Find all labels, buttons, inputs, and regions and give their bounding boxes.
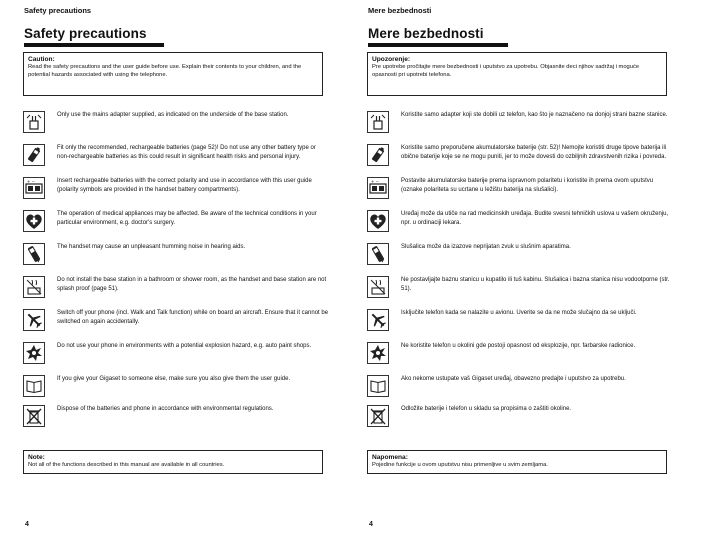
safety-item <box>23 342 329 374</box>
safety-item <box>23 309 329 341</box>
safety-item <box>23 375 329 407</box>
note-heading: Note: <box>28 454 45 461</box>
safety-item-text: Fit only the recommended, rechargeable batteries (page 52)! Do not use any other battery type or non-rechargeable batteries as this could result in significant health risks and personal injury. <box>57 145 316 160</box>
safety-item <box>367 342 673 374</box>
safety-item-text: Ne koristite telefon u okolini gde postoji opasnost od eksplozije, npr. farbarske radionice. <box>401 343 636 349</box>
battery-polarity-icon <box>367 177 389 199</box>
safety-item-text: If you give your Gigaset to someone else, make sure you also give them the user guide. <box>57 376 291 382</box>
power-adapter-icon <box>23 111 45 133</box>
splash-water-icon <box>367 276 389 298</box>
safety-item <box>23 405 329 437</box>
running-head: Safety precautions <box>24 6 92 15</box>
safety-item-text: Uređaj može da utiče na rad medicinskih uređaja. Budite svesni tehničkih uslova u vašem okruženju, npr. u ordinaciji lekara. <box>401 211 669 226</box>
page-number: 4 <box>25 521 29 528</box>
safety-item-text: Only use the mains adapter supplied, as indicated on the underside of the base station. <box>57 112 289 118</box>
caution-text: Pre upotrebe pročitajte mere bezbednosti i uputstvo za upotrebu. Objasnite deci njihov sadržaj i moguće opasnosti pri upotrebi telefona. <box>372 64 640 79</box>
page-number: 4 <box>369 521 373 528</box>
safety-item-text: Slušalica može da izazove neprijatan zvuk u slušnim aparatima. <box>401 244 571 250</box>
page-title: Mere bezbednosti <box>368 26 484 41</box>
hearing-aid-icon <box>367 243 389 265</box>
safety-item-text: Odložite baterije i telefon u skladu sa propisima o zaštiti okoline. <box>401 406 572 412</box>
safety-item <box>23 276 329 308</box>
safety-item-text: The operation of medical appliances may be affected. Be aware of the technical conditions in your particular environment, e.g. doctor's surgery. <box>57 211 317 226</box>
right-page <box>364 0 700 540</box>
safety-item-text: Isključite telefon kada se nalazite u avionu. Uverite se da ne može slučajno da se uključi. <box>401 310 637 316</box>
caution-text: Read the safety precautions and the user guide before use. Explain their contents to your children, and the potential hazards associated with using the telephone. <box>28 64 302 79</box>
user-guide-book-icon <box>367 375 389 397</box>
note-box <box>367 450 667 474</box>
note-heading: Napomena: <box>372 454 408 461</box>
note-text: Not all of the functions described in this manual are available in all countries. <box>28 462 225 469</box>
battery-polarity-icon <box>23 177 45 199</box>
hearing-aid-icon <box>23 243 45 265</box>
safety-item <box>367 405 673 437</box>
page-title: Safety precautions <box>24 26 147 41</box>
safety-item <box>367 210 673 242</box>
airplane-icon <box>23 309 45 331</box>
splash-water-icon <box>23 276 45 298</box>
safety-item <box>23 177 329 209</box>
safety-item <box>367 144 673 176</box>
battery-icon <box>367 144 389 166</box>
safety-item-text: Ne postavljajte baznu stanicu u kupatilo ili tuš kabinu. Slušalica i bazna stanica nisu vodootporne (str. 51). <box>401 277 670 292</box>
medical-cross-icon <box>367 210 389 232</box>
safety-item <box>367 276 673 308</box>
caution-box <box>23 52 323 96</box>
explosion-hazard-icon <box>367 342 389 364</box>
power-adapter-icon <box>367 111 389 133</box>
disposal-bin-icon <box>367 405 389 427</box>
left-page <box>20 0 356 540</box>
medical-cross-icon <box>23 210 45 232</box>
safety-item <box>367 375 673 407</box>
safety-item <box>23 210 329 242</box>
safety-item-text: Ako nekome ustupate vaš Gigaset uređaj, obavezno predajte i uputstvo za upotrebu. <box>401 376 626 382</box>
battery-icon <box>23 144 45 166</box>
explosion-hazard-icon <box>23 342 45 364</box>
safety-item <box>367 111 673 143</box>
svg-text:+ −: + − <box>27 179 35 184</box>
title-underline <box>24 43 164 47</box>
safety-item-text: Postavite akumulatorske baterije prema ispravnom polaritetu i koristite ih prema ovom uputstvu (oznake polariteta su ucrtane u ležištu baterija na slušalici). <box>401 178 654 193</box>
safety-item-text: Koristite samo adapter koji ste dobili uz telefon, kao što je naznačeno na donjoj strani bazne stanice. <box>401 112 668 118</box>
title-underline <box>368 43 508 47</box>
note-text: Pojedine funkcije u ovom uputstvu nisu primenljive u svim zemljama. <box>372 462 548 469</box>
caution-heading: Caution: <box>28 56 55 63</box>
safety-item-text: Switch off your phone (incl. Walk and Talk function) while on board an aircraft. Ensure that it cannot be switched on again accidentally. <box>57 310 329 325</box>
safety-item <box>367 243 673 275</box>
safety-item-text: Insert rechargeable batteries with the correct polarity and use in accordance with this user guide (polarity symbols are provided in the handset battery compartments). <box>57 178 312 193</box>
safety-item-text: The handset may cause an unpleasant humming noise in hearing aids. <box>57 244 246 250</box>
safety-item <box>367 177 673 209</box>
safety-item-text: Do not use your phone in environments with a potential explosion hazard, e.g. auto paint shops. <box>57 343 312 349</box>
note-box <box>23 450 323 474</box>
safety-item-text: Dispose of the batteries and phone in accordance with environmental regulations. <box>57 406 274 412</box>
airplane-icon <box>367 309 389 331</box>
user-guide-book-icon <box>23 375 45 397</box>
safety-item <box>23 243 329 275</box>
safety-item <box>367 309 673 341</box>
safety-item <box>23 144 329 176</box>
svg-text:+ −: + − <box>371 179 379 184</box>
safety-item <box>23 111 329 143</box>
caution-heading: Upozorenje: <box>372 56 411 63</box>
caution-box <box>367 52 667 96</box>
safety-item-text: Koristite samo preporučene akumulatorske baterije (str. 52)! Nemojte koristiti druge tipove baterija ili obične baterije koje se ne mogu puniti, jer to može dovesti do ozbiljnih zdravstvenih rizika i povreda. <box>401 145 667 160</box>
safety-item-text: Do not install the base station in a bathroom or shower room, as the handset and base station are not splash proof (page 51). <box>57 277 327 292</box>
running-head: Mere bezbednosti <box>368 6 432 15</box>
disposal-bin-icon <box>23 405 45 427</box>
